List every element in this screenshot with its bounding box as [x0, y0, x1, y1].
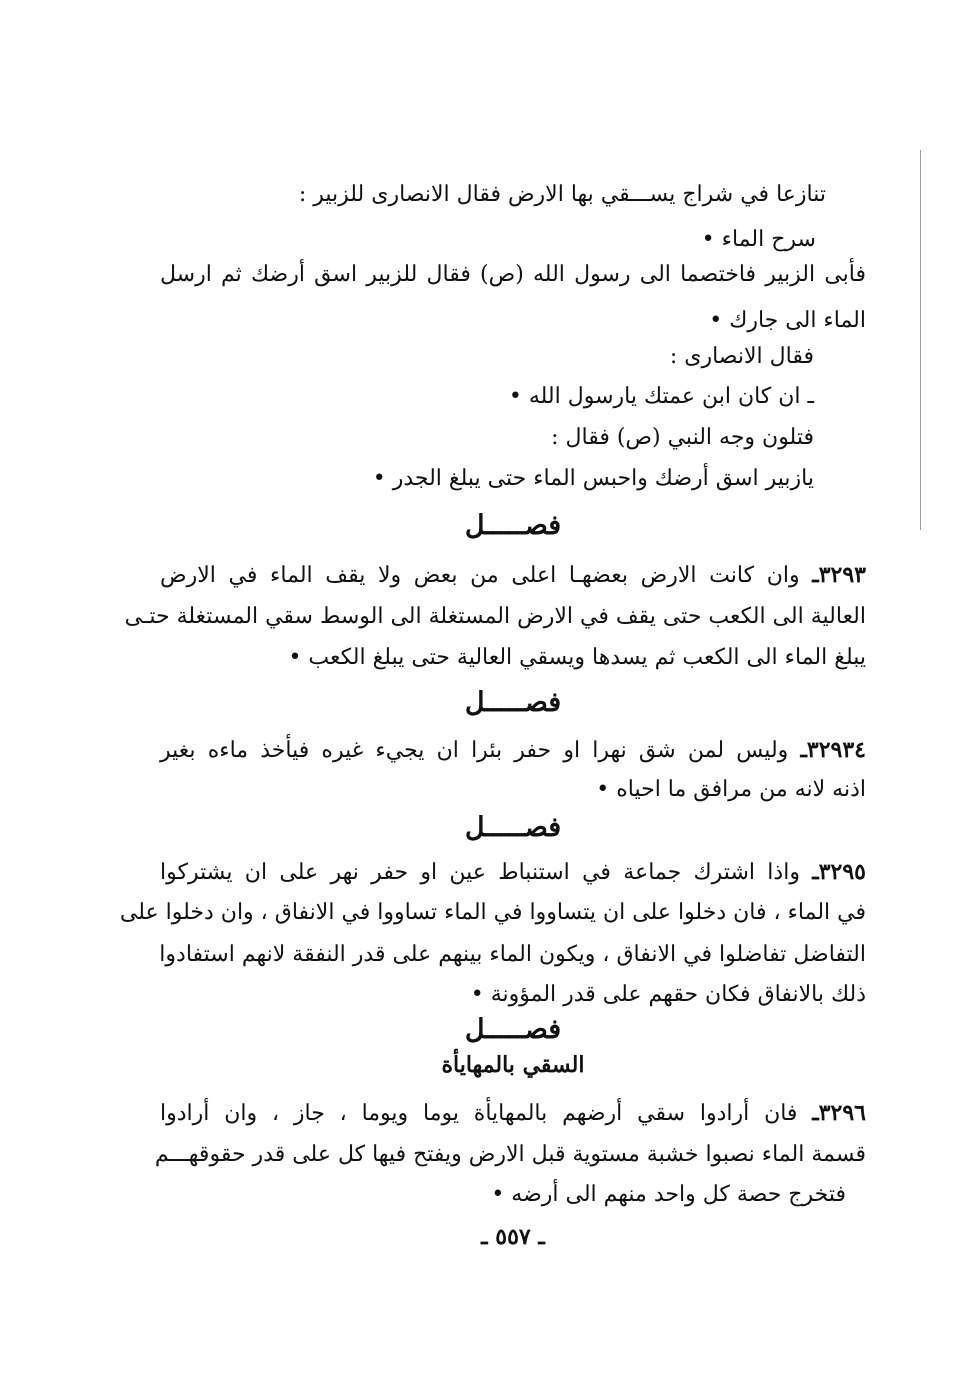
paragraph-line: العالية الى الكعب حتى يقف في الارض المستغلة الى الوسط سقي المستغلة حتـى — [124, 604, 866, 629]
text-line: تنازعا في شراج يســـقي بها الارض فقال الانصارى للزبير : — [298, 182, 826, 207]
text-line: يازبير اسق أرضك واحبس الماء حتى يبلغ الجدر • — [372, 466, 814, 491]
margin-rule — [920, 150, 921, 530]
paragraph-text: فان أرادوا سقي أرضهم بالمهايأة يوما ويوما ، جاز ، وان أرادوا — [160, 1101, 813, 1126]
document-page — [119, 170, 866, 1290]
paragraph-line — [160, 1098, 866, 1129]
section-heading: فصـــــل — [464, 510, 562, 541]
section-heading: فصـــــل — [464, 1014, 562, 1045]
paragraph-line: في الماء ، فان دخلوا على ان يتساووا في الماء تساووا في الانفاق ، وان دخلوا على — [119, 900, 866, 925]
paragraph-line: اذنه لانه من مرافق ما احياه • — [596, 777, 866, 802]
text-line: فتلون وجه النبي (ص) فقال : — [551, 425, 814, 450]
paragraph-line — [160, 560, 866, 591]
paragraph-number: ٣٢٩٥ـ — [812, 859, 866, 885]
text-line: سرح الماء • — [701, 227, 816, 252]
paragraph-line: قسمة الماء نصبوا خشبة مستوية قبل الارض ويفتح فيها كل على قدر حقوقهـــم — [154, 1142, 866, 1167]
section-heading: فصـــــل — [464, 687, 562, 718]
paragraph-text: وليس لمن شق نهرا او حفر بئرا ان يجيء غيره فيأخذ ماءه بغير — [160, 738, 801, 763]
paragraph-number: ٣٢٩٣٤ـ — [800, 737, 866, 763]
paragraph-line: ذلك بالانفاق فكان حقهم على قدر المؤونة • — [470, 982, 866, 1007]
section-heading: فصـــــل — [464, 812, 562, 843]
section-subheading: السقي بالمهايأة — [441, 1052, 585, 1078]
paragraph-line: التفاضل تفاضلوا في الانفاق ، ويكون الماء بينهم على قدر النفقة لانهم استفادوا — [159, 942, 866, 967]
paragraph-line — [160, 735, 866, 766]
text-line: فقال الانصارى : — [669, 344, 814, 369]
paragraph-line: يبلغ الماء الى الكعب ثم يسدها ويسقي العالية حتى يبلغ الكعب • — [288, 645, 866, 670]
paragraph-text: واذا اشترك جماعة في استنباط عين او حفر نهر على ان يشتركوا — [160, 860, 813, 885]
paragraph-line: فتخرج حصة كل واحد منهم الى أرضه • — [491, 1182, 846, 1207]
paragraph-text: وان كانت الارض بعضهـا اعلى من بعض ولا يقف الماء في الارض — [160, 563, 813, 588]
text-line: الماء الى جارك • — [709, 308, 866, 333]
text-line: فأبى الزبير فاختصما الى رسول الله (ص) فقال للزبير اسق أرضك ثم ارسل — [160, 262, 866, 287]
paragraph-number: ٣٢٩٦ـ — [812, 1100, 866, 1126]
page-number: ـ ٥٥٧ ـ — [481, 1224, 545, 1250]
paragraph-line — [160, 857, 866, 888]
paragraph-number: ٣٢٩٣ـ — [812, 562, 866, 588]
text-line: ـ ان كان ابن عمتك يارسول الله • — [508, 384, 814, 409]
